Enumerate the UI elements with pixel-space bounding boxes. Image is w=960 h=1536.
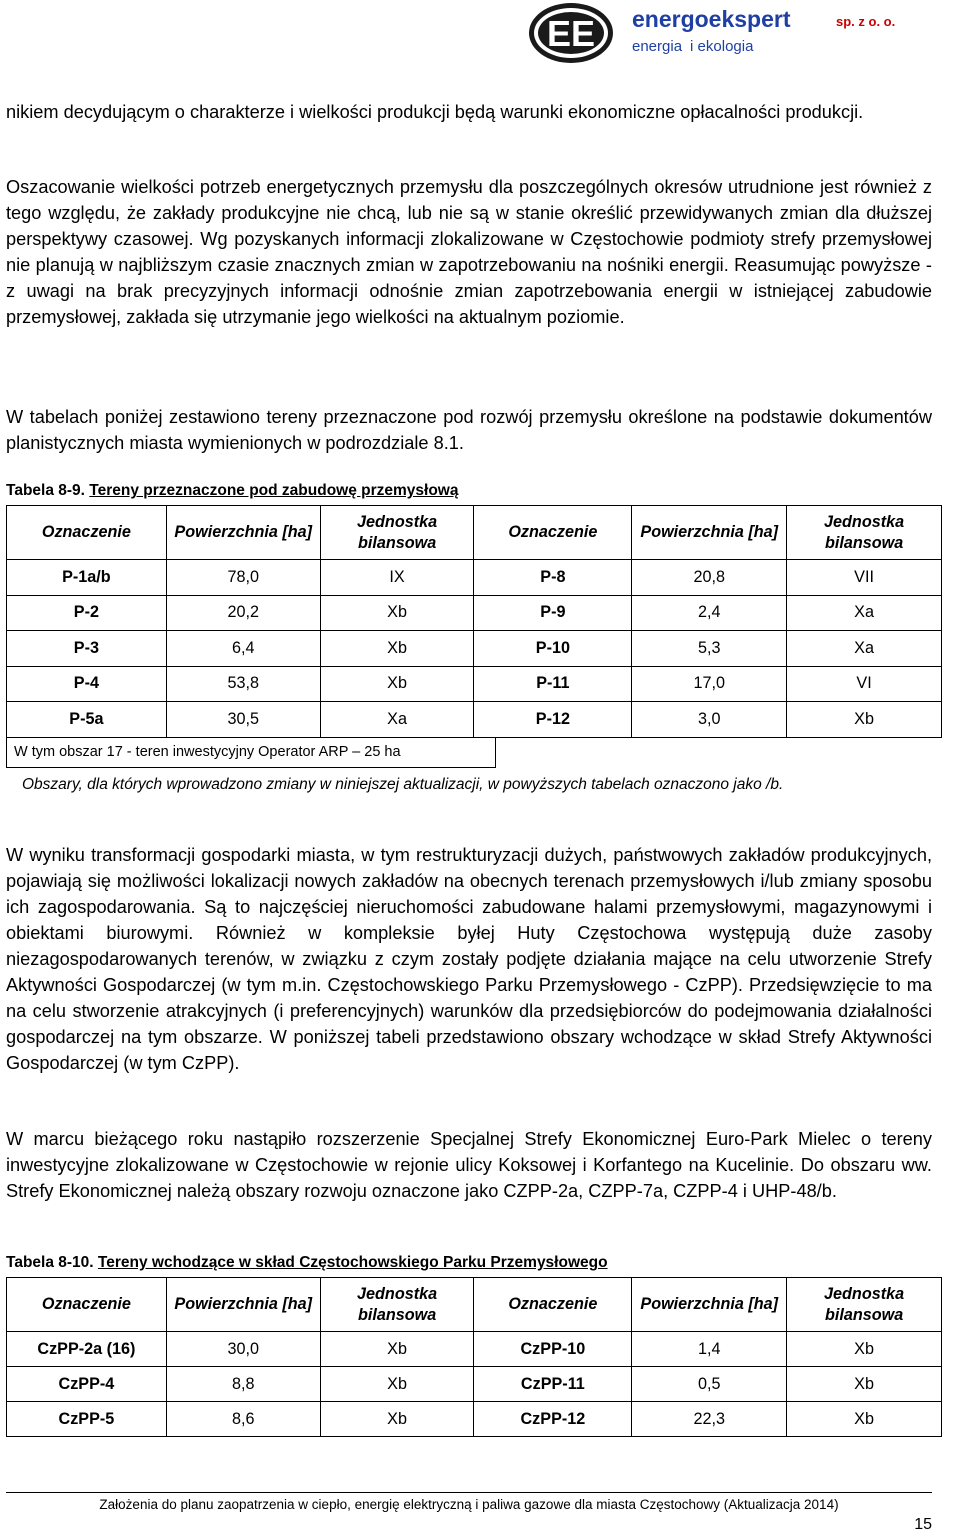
footer-divider	[6, 1492, 932, 1493]
cell-area: 22,3	[632, 1402, 787, 1437]
table-row	[7, 631, 942, 667]
table-row	[7, 1332, 942, 1367]
col-header-area: Powierzchnia [ha]	[166, 506, 320, 560]
cell-area: 8,6	[166, 1402, 320, 1437]
cell-area: 20,8	[632, 560, 787, 596]
cell-balance-unit: Xb	[320, 1367, 474, 1402]
cell-area: 2,4	[632, 595, 787, 631]
col-header-area: Powierzchnia [ha]	[166, 1278, 320, 1332]
col-header-designation: Oznaczenie	[474, 1278, 632, 1332]
cell-designation: P-9	[474, 595, 632, 631]
cell-balance-unit: Xb	[787, 1367, 942, 1402]
table-row	[7, 560, 942, 596]
table-2-caption-title: Tereny wchodzące w skład Częstochowskiego Parku Przemysłowego	[97, 1254, 608, 1271]
cell-designation: P-3	[7, 631, 167, 667]
cell-designation: CzPP-12	[474, 1402, 632, 1437]
cell-area: 78,0	[166, 560, 320, 596]
cell-balance-unit: Xb	[320, 1402, 474, 1437]
cell-designation: P-10	[474, 631, 632, 667]
cell-area: 20,2	[166, 595, 320, 631]
cell-designation: CzPP-4	[7, 1367, 167, 1402]
cell-area: 0,5	[632, 1367, 787, 1402]
table-row	[7, 1367, 942, 1402]
col-header-designation: Oznaczenie	[7, 506, 167, 560]
table-row	[7, 702, 942, 738]
cell-balance-unit: Xa	[787, 631, 942, 667]
tagline-word-energia: energia	[632, 38, 683, 55]
col-header-area: Powierzchnia [ha]	[632, 1278, 787, 1332]
logo-text: EE	[546, 13, 596, 54]
cell-area: 1,4	[632, 1332, 787, 1367]
cell-designation: P-1a/b	[7, 560, 167, 596]
cell-balance-unit: Xb	[787, 1332, 942, 1367]
col-header-designation: Oznaczenie	[474, 506, 632, 560]
col-header-balance-unit: Jednostka bilansowa	[320, 506, 474, 560]
paragraph-2: Oszacowanie wielkości potrzeb energetycznych przemysłu dla poszczególnych okresów utrudnione jest również z tego względu, że zakłady produkcyjne nie chcą, lub nie są w stanie określić przewidywanych zmian dla dłuższej perspektywy czasowej. Wg pozyskanych informacji zlokalizowane w Częstochowie podmioty strefy przemysłowej nie planują w najbliższym czasie znacznych zmian w zapotrzebowaniu na nośniki energii. Reasumując powyższe - z uwagi na brak precyzyjnych informacji odnośnie zmian zapotrzebowania energii w istniejącej zabudowie przemysłowej, zakłada się utrzymanie jego wielkości na aktualnym poziomie.	[6, 177, 932, 327]
col-header-balance-unit: Jednostka bilansowa	[320, 1278, 474, 1332]
energoekspert-logo	[528, 2, 614, 64]
table-2-caption	[6, 1254, 608, 1272]
table-note	[22, 775, 942, 795]
cell-designation: P-12	[474, 702, 632, 738]
table-header-row	[7, 506, 942, 560]
cell-balance-unit: IX	[320, 560, 474, 596]
col-header-designation: Oznaczenie	[7, 1278, 167, 1332]
cell-designation: P-2	[7, 595, 167, 631]
brand-tagline	[632, 38, 753, 55]
cell-area: 53,8	[166, 666, 320, 702]
cell-designation: CzPP-10	[474, 1332, 632, 1367]
czpp-areas-table	[6, 1277, 942, 1437]
page-number: 15	[914, 1516, 932, 1533]
cell-area: 30,0	[166, 1332, 320, 1367]
paragraph-3: W tabelach poniżej zestawiono tereny przeznaczone pod rozwój przemysłu określone na podstawie dokumentów planistycznych miasta wymienionych w podrozdziale 8.1.	[6, 407, 932, 453]
cell-balance-unit: VI	[787, 666, 942, 702]
cell-balance-unit: Xb	[787, 1402, 942, 1437]
cell-area: 5,3	[632, 631, 787, 667]
paragraph-1: nikiem decydującym o charakterze i wielkości produkcji będą warunki ekonomiczne opłacalności produkcji.	[6, 102, 864, 122]
col-header-balance-unit: Jednostka bilansowa	[787, 1278, 942, 1332]
table-note-text: Obszary, dla których wprowadzono zmiany w niniejszej aktualizacji, w powyższych tabelach oznaczono jako /b.	[22, 776, 784, 793]
table-header-row	[7, 1278, 942, 1332]
cell-balance-unit: Xb	[320, 631, 474, 667]
brand-name: energoekspert	[632, 6, 791, 32]
cell-designation: CzPP-11	[474, 1367, 632, 1402]
cell-area: 17,0	[632, 666, 787, 702]
cell-area: 3,0	[632, 702, 787, 738]
table-1-caption	[6, 482, 459, 500]
table-1-footnote-row: W tym obszar 17 - teren inwestycyjny Operator ARP – 25 ha	[6, 737, 496, 768]
cell-designation: P-11	[474, 666, 632, 702]
paragraph-5: W marcu bieżącego roku nastąpiło rozszerzenie Specjalnej Strefy Ekonomicznej Euro-Park Mielec o tereny inwestycyjne zlokalizowane w Częstochowie w rejonie ulicy Koksowej i Korfantego na Kucelinie. Do obszaru ww. Strefy Ekonomicznej należą obszary rozwoju oznaczone jako CZPP-2a, CZPP-7a, CZPP-4 i UHP-48/b.	[6, 1129, 932, 1201]
table-2-caption-prefix: Tabela 8-10.	[6, 1254, 94, 1271]
cell-designation: P-5a	[7, 702, 167, 738]
cell-balance-unit: Xa	[320, 702, 474, 738]
col-header-area: Powierzchnia [ha]	[632, 506, 787, 560]
table-row	[7, 1402, 942, 1437]
table-row	[7, 666, 942, 702]
table-1-caption-prefix: Tabela 8-9.	[6, 482, 85, 499]
cell-designation: P-8	[474, 560, 632, 596]
col-header-balance-unit: Jednostka bilansowa	[787, 506, 942, 560]
company-suffix: sp. z o. o.	[836, 14, 896, 29]
cell-area: 8,8	[166, 1367, 320, 1402]
cell-designation: CzPP-5	[7, 1402, 167, 1437]
tagline-word-ekologia: i ekologia	[690, 38, 754, 55]
cell-designation: CzPP-2a (16)	[7, 1332, 167, 1367]
industrial-areas-table	[6, 505, 942, 738]
table-row	[7, 595, 942, 631]
cell-balance-unit: Xb	[787, 702, 942, 738]
page-header	[520, 0, 960, 68]
cell-balance-unit: Xa	[787, 595, 942, 631]
cell-balance-unit: Xb	[320, 1332, 474, 1367]
table-1-caption-title: Tereny przeznaczone pod zabudowę przemysłową	[89, 482, 459, 499]
cell-balance-unit: VII	[787, 560, 942, 596]
cell-balance-unit: Xb	[320, 595, 474, 631]
paragraph-4: W wyniku transformacji gospodarki miasta, w tym restrukturyzacji dużych, państwowych zakładów produkcyjnych, pojawiają się możliwości lokalizacji nowych zakładów na obecnych terenach przemysłowych i/lub zmiany sposobu ich zagospodarowania. Są to najczęściej nieruchomości zabudowane halami przemysłowymi, magazynowymi i obiektami biurowymi. Również w kompleksie byłej Huty Częstochowa występują duże zasoby niezagospodarowanych terenów, w związku z czym zostały podjęte działania mające na celu utworzenie Strefy Aktywności Gospodarczej (w tym m.in. Częstochowskiego Parku Przemysłowego - CzPP). Przedsięwzięcie to ma na celu stworzenie atrakcyjnych (i preferencyjnych) warunków dla przedsiębiorców do podejmowania działalności gospodarczej na tym obszarze. W poniższej tabeli przedstawiono obszary wchodzące w skład Strefy Aktywności Gospodarczej (w tym CzPP).	[6, 845, 932, 1073]
cell-balance-unit: Xb	[320, 666, 474, 702]
cell-designation: P-4	[7, 666, 167, 702]
cell-area: 6,4	[166, 631, 320, 667]
page-footer: Założenia do planu zaopatrzenia w ciepło, energię elektryczną i paliwa gazowe dla miasta Częstochowy (Aktualizacja 2014)	[99, 1497, 839, 1512]
cell-area: 30,5	[166, 702, 320, 738]
